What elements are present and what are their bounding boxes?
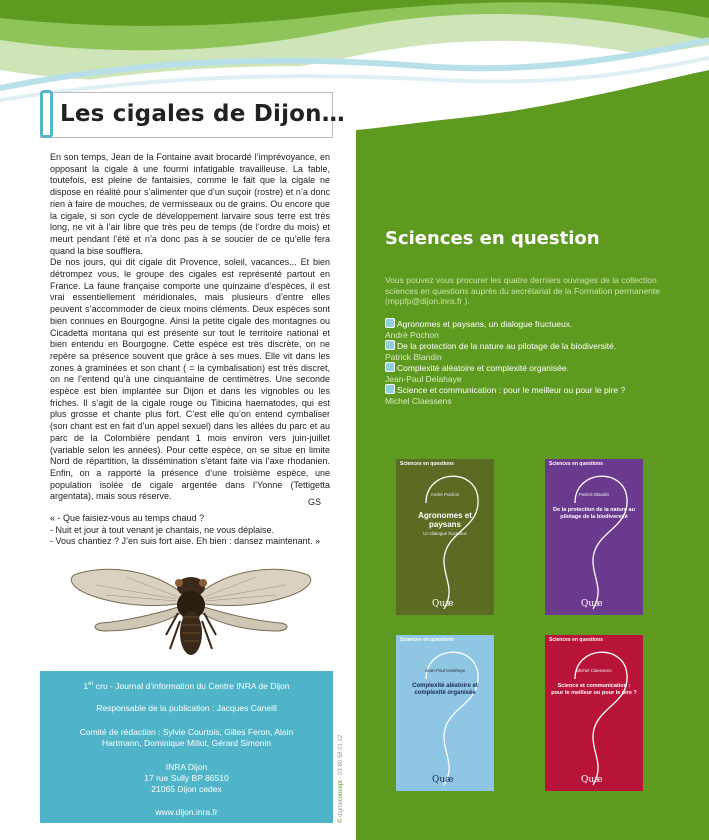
book-author: André Pochon [385, 329, 439, 340]
bullet-icon [385, 362, 395, 372]
book-author: Patrick Blandin [385, 351, 442, 362]
question-mark-icon [545, 635, 643, 791]
cover-author: Jean-Paul Delahaye [424, 668, 466, 673]
address-line: INRA Dijon [165, 762, 208, 772]
poem-line: « - Que faisiez-vous au temps chaud ? [50, 513, 205, 523]
colophon-comite-2: Hartmann, Dominique Millot, Gérard Simonin [101, 738, 272, 748]
cover-series: Sciences en questions [549, 461, 603, 467]
cover-series: Sciences en questions [400, 637, 454, 643]
book-cover-complexite[interactable] [396, 635, 494, 791]
signature: GS [308, 497, 322, 507]
poem-line: - Nuit et jour à tout venant je chantais, ne vous déplaise. [50, 524, 275, 535]
book-item [385, 362, 685, 384]
cover-series: Sciences en questions [400, 461, 454, 467]
book-item [385, 318, 685, 340]
cover-title: De la protection de la nature au pilotage de la biodiversité [553, 507, 635, 520]
designer-credit: © digitalconcept - 03 80 58 01 12 [338, 734, 344, 823]
book-author: Michel Claessens [385, 395, 452, 406]
cover-author: André Pochon [430, 492, 460, 497]
poem [50, 513, 320, 548]
colophon [40, 671, 333, 823]
article-title: Les cigales de Dijon… [60, 101, 345, 127]
address-line: 17 rue Sully BP 86510 [144, 773, 229, 783]
cover-subtitle: Un dialogue fructueux [423, 531, 467, 536]
cover-author: Patrick Blandin [578, 492, 609, 497]
bullet-icon [385, 384, 395, 394]
paragraph-1: En son temps, Jean de la Fontaine avait brocardé l’imprévoyance, en opposant la cigale à une fourmi infatigable travailleuse. La fable, toutefois, est pleine de fantaisies, comme le fait que la cigale ne dispose en réalité pour s’alimenter que d’un suçoir (rostre) et n’a donc rien à faire de mouches, de vermisseaux ou de grains. Ou encore que la cigale, si son cycle de développement larvaire sous terre est très long, ne vit à l’air libre que très peu de temps (de l’ordre du mois) et meurt pendant l’été et n’a donc pas à se soucier de ce qu’elle fera quand la bise soufflera. [50, 152, 330, 256]
address-line: 21065 Dijon cedex [151, 784, 222, 794]
cover-publisher: Quæ [432, 599, 454, 609]
question-mark-icon [396, 459, 494, 615]
cover-series: Sciences en questions [549, 637, 603, 643]
cover-author: Michel Claessens [576, 668, 612, 673]
bullet-icon [385, 340, 395, 350]
cover-publisher: Quæ [581, 599, 603, 609]
book-item [385, 340, 685, 362]
cicada-image [66, 555, 316, 665]
cover-publisher: Quæ [432, 775, 454, 785]
book-item [385, 384, 685, 406]
book-title: De la protection de la nature au pilotage de la biodiversité. [397, 341, 617, 351]
poem-line: - Vous chantiez ? J’en suis fort aise. Eh bien : dansez maintenant. » [50, 536, 321, 547]
cover-title: Science et communication : pour le meilleur ou pour le pire ? [551, 683, 637, 696]
question-mark-icon [545, 459, 643, 615]
colophon-comite-1: Comité de rédaction : Sylvie Courtois, Gilles Feron, Alain [79, 727, 294, 737]
book-cover-communication[interactable] [545, 635, 643, 791]
paragraph-2: De nos jours, qui dit cigale dit Provence, soleil, vacances... Et bien détrompez vous, le groupe des cigales est représenté partout en France. La faune française comporte une quinzaine d’espèces, il est vrai essentiellement méridionales, mais plusieurs d’entre elles peuvent s’accommoder de cieux moins cléments. Deux espèces sont bien connues en Bourgogne. Ainsi la petite cigale des montagnes ou Cicadetta montana qui est présente sur tout le territoire national et bien entendu en Bourgogne. Cette espèce est très discrète, on ne repère sa présence souvent que grâce à ses mues. Elle vit dans les zones à graminées et son chant ( = la cymbalisation) est très discret, on ne l’entend qu’à une cinquantaine de centimètres. Une seconde espèce est bien implantée sur Dijon et dans les vignobles ou les friches. Il s’agit de la cigale rouge ou Tibicina haematodes, qui est plus grosse et chante plus fort. C’est elle qu’on entend cymbaliser (son chant est en fait d’un appel sexuel) dans les allées du parc et au parc de la Colombière pendant 1 mois environ vers juin-juillet (variable selon les années). Pour cette espèce, on se situe en limite Nord de répartition, la dissémination s’étant faite via l’axe rhodanien. Enfin, on a rapporté la présence d’une troisième espèce, une population isolée de cigale argentée dans l’Yonne (Tettigetta argentata), mais sous réserve. [50, 257, 330, 502]
cover-publisher: Quæ [581, 775, 603, 785]
book-title: Science et communication : pour le meilleur ou pour le pire ? [397, 385, 626, 395]
cover-title: Complexité aléatoire et complexité organisée [412, 683, 478, 696]
website-link[interactable]: www.dijon.inra.fr [155, 807, 218, 817]
sciences-intro: Vous pouvez vous procurer les quatre derniers ouvrages de la collection sciences en questions auprès du secrétariat de la Formation permanente (mppfp@dijon.inra.fr ). [385, 275, 660, 306]
book-title: Complexité aléatoire et complexité organisée. [397, 363, 569, 373]
cover-title: Agronomes et paysans [418, 511, 472, 529]
book-list [385, 318, 685, 406]
book-cover-agronomes[interactable] [396, 459, 494, 615]
book-author: Jean-Paul Delahaye [385, 373, 462, 384]
book-title: Agronomes et paysans, un dialogue fructueux. [397, 319, 573, 329]
sciences-title: Sciences en question [385, 228, 600, 249]
article-body [50, 152, 330, 503]
colophon-journal: 1er cru - Journal d’information du Centre INRA de Dijon [83, 681, 290, 691]
question-mark-icon [396, 635, 494, 791]
book-cover-protection[interactable] [545, 459, 643, 615]
colophon-publication: Responsable de la publication : Jacques Caneill [96, 703, 277, 713]
title-tab-accent [40, 90, 53, 138]
bullet-icon [385, 318, 395, 328]
